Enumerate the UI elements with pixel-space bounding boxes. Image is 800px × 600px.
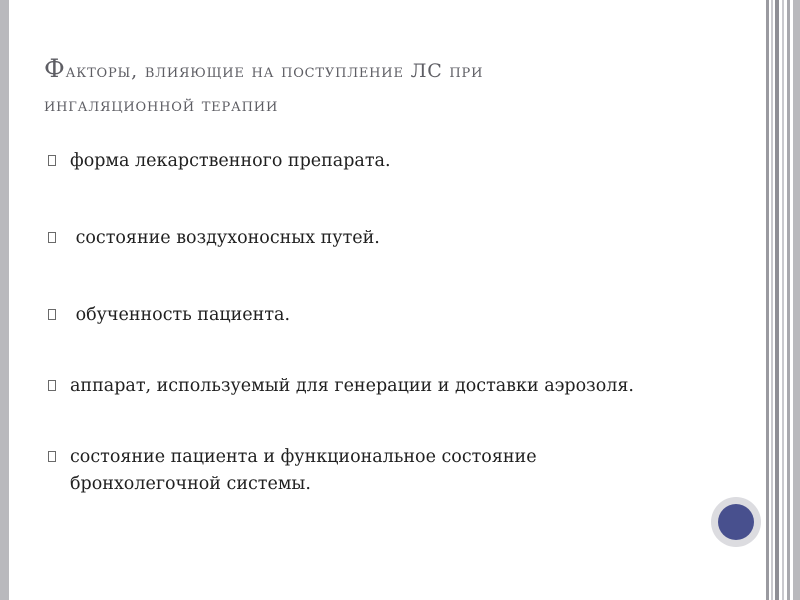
stripe [793,0,800,600]
stripe [787,0,790,600]
bullet-item [48,373,688,400]
bullet-text: форма лекарственного препарата. [70,151,391,171]
stripe [782,0,784,600]
stripe [775,0,779,600]
slide-title [44,52,744,122]
stripe [766,0,769,600]
bullet-marker-icon [48,232,56,243]
bullet-text: обученность пациента. [70,305,291,325]
bullet-item [48,148,688,175]
stripe [771,0,773,600]
bullet-item [48,302,688,329]
bullet-text: состояние воздухоносных путей. [70,228,380,248]
bullet-marker-icon [48,309,56,320]
title-first-letter: Ф [44,54,66,83]
bullet-item [48,225,688,252]
right-frame-stripes [762,0,800,600]
title-line-2: ингаляционной терапии [44,94,279,116]
bullet-marker-icon [48,155,56,166]
decorative-orb-icon [711,497,761,547]
bullet-list [48,148,688,546]
title-line-1 [44,52,744,88]
bullet-marker-icon [48,380,56,391]
left-frame-border [0,0,9,600]
bullet-text: состояние пациента и функциональное состояние бронхолегочной системы. [70,447,537,494]
orb-center [718,504,754,540]
bullet-text: аппарат, используемый для генерации и доставки аэрозоля. [70,376,634,396]
bullet-item [48,444,688,498]
title-line-1-text: акторы, влияющие на поступление ЛС при [65,60,484,82]
bullet-marker-icon [48,451,56,462]
